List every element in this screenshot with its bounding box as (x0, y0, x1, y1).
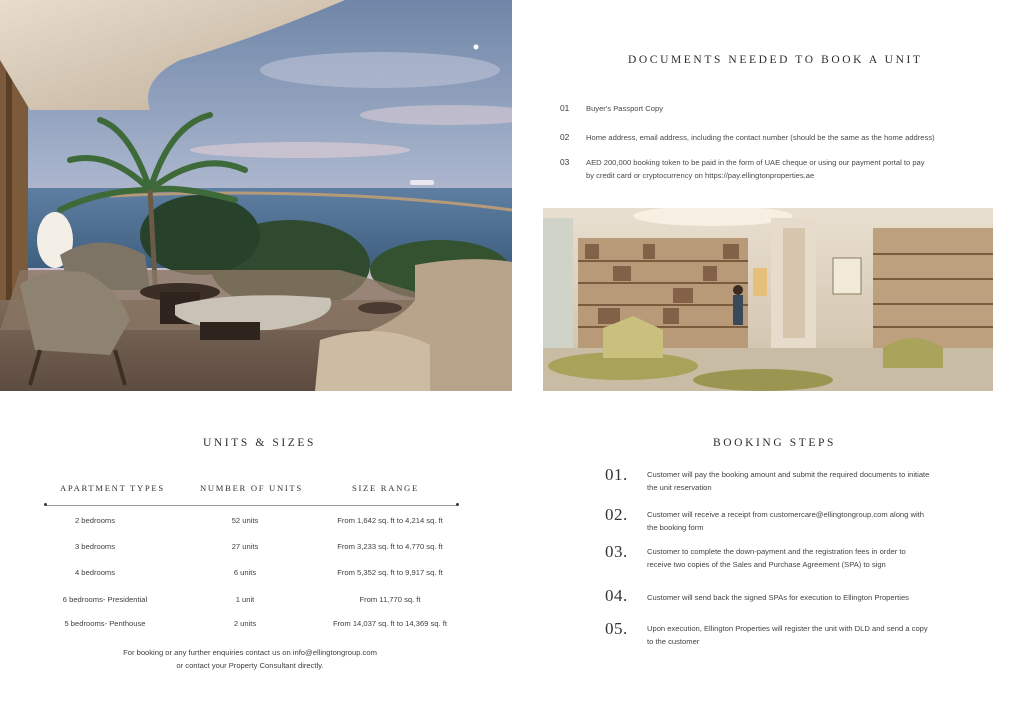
document-item-number: 02 (560, 132, 570, 142)
cell-size-range: From 14,037 sq. ft to 14,369 sq. ft (333, 619, 447, 628)
step-number: 03. (605, 542, 628, 561)
cell-number-of-units: 52 units (231, 516, 259, 525)
booking-steps-title: BOOKING STEPS (713, 437, 836, 449)
step-text: Upon execution, Ellington Properties will register the unit with DLD and send a copy to the customer (647, 624, 928, 646)
document-item-number: 03 (560, 157, 570, 167)
balcony-sea-view-photo (0, 0, 512, 391)
contact-line: For booking or any further enquiries contact us on info@ellingtongroup.com (123, 648, 377, 657)
step-text: Customer to complete the down-payment and the registration fees in order to receive two copies of the Sales and Purchase Agreement (SPA) to sign (647, 547, 906, 569)
table-header-size-range: SIZE RANGE (352, 483, 419, 493)
cell-number-of-units: 2 units (233, 619, 257, 628)
document-item-text: AED 200,000 booking token to be paid in the form of UAE cheque or using our payment portal to pay by credit card or cryptocurrency on https://pay.ellingtonproperties.ae (586, 158, 925, 180)
document-item-text: Buyer's Passport Copy (586, 104, 663, 113)
cell-apartment-type: 5 bedrooms- Penthouse (64, 619, 146, 628)
units-section-title: UNITS & SIZES (203, 437, 317, 449)
cell-size-range: From 11,770 sq. ft (359, 595, 421, 604)
divider-dot (456, 503, 459, 506)
cell-apartment-type: 6 bedrooms- Presidential (62, 595, 148, 604)
cell-number-of-units: 27 units (231, 542, 259, 551)
cell-number-of-units: 1 unit (235, 595, 255, 604)
document-item-number: 01 (560, 103, 570, 113)
step-text: Customer will receive a receipt from customercare@ellingtongroup.com along with the booking form (647, 510, 924, 532)
step-number: 01. (605, 465, 628, 484)
step-number: 02. (605, 505, 628, 524)
step-text: Customer will pay the booking amount and submit the required documents to initiate the unit reservation (647, 470, 930, 492)
contact-note (100, 646, 400, 672)
table-header-apartment-types: APARTMENT TYPES (60, 483, 165, 493)
contact-line: or contact your Property Consultant directly. (176, 661, 324, 670)
library-lounge-photo (543, 208, 993, 391)
step-number: 05. (605, 619, 628, 638)
cell-size-range: From 1,642 sq. ft to 4,214 sq. ft (337, 516, 443, 525)
cell-size-range: From 5,352 sq. ft to 9,917 sq. ft (337, 568, 443, 577)
cell-size-range: From 3,233 sq. ft to 4,770 sq. ft (337, 542, 443, 551)
document-item-text: Home address, email address, including the contact number (should be the same as the home address) (586, 133, 935, 142)
cell-apartment-type: 2 bedrooms (74, 516, 116, 525)
divider-dot (44, 503, 47, 506)
cell-apartment-type: 3 bedrooms (74, 542, 116, 551)
step-number: 04. (605, 586, 628, 605)
documents-section-title: DOCUMENTS NEEDED TO BOOK A UNIT (628, 54, 923, 66)
step-text: Customer will send back the signed SPAs for execution to Ellington Properties (647, 593, 909, 602)
cell-apartment-type: 4 bedrooms (74, 568, 116, 577)
table-divider (45, 505, 457, 506)
table-header-number-of-units: NUMBER OF UNITS (200, 483, 303, 493)
cell-number-of-units: 6 units (233, 568, 257, 577)
